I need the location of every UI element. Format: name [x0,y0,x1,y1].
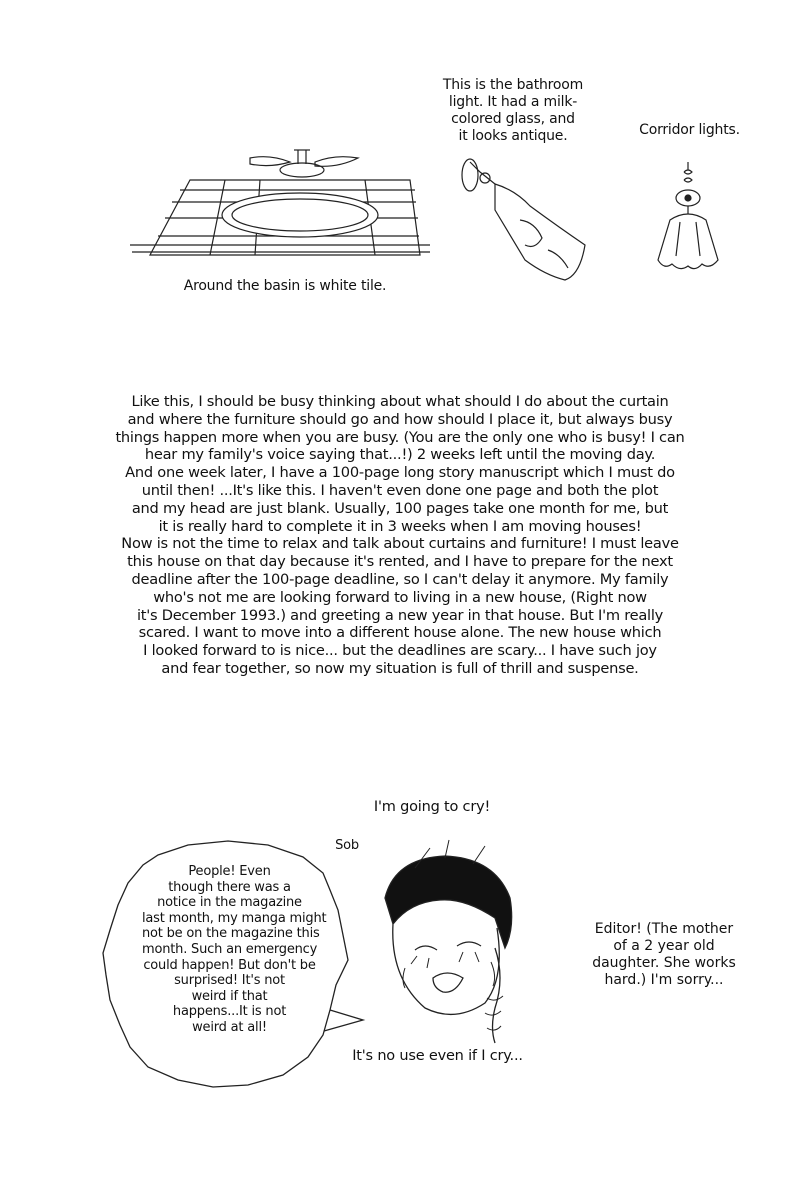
bubble-text-line: though there was a [168,879,291,895]
bubble-text-line: last month, my manga might [142,910,327,926]
main-text-line: it's December 1993.) and greeting a new year in that house. But I'm really [136,606,664,624]
bubble-text-line: weird if that [191,988,268,1004]
bathroom-light-caption: This is the bathroom light. It had a milk- colored glass, and it looks antique. [442,77,584,144]
bubble-text-line: weird at all! [192,1019,267,1035]
crying-girl-sketch [345,838,545,1058]
main-text-line: I looked forward to is nice... but the deadlines are scary... I have such joy [143,642,657,660]
main-text-line: this house on that day because it's rented, and I have to prepare for the next [127,553,673,571]
cry-bottom-caption: It's no use even if I cry... [352,1048,523,1064]
main-text-line: And one week later, I have a 100-page long story manuscript which I must do [125,464,675,482]
main-text-line: until then! ...It's like this. I haven't even done one page and both the plot [141,481,659,499]
speech-bubble-text [142,864,327,1036]
main-text-line: and fear together, so now my situation is full of thrill and suspense. [161,659,639,677]
main-text-line: Like this, I should be busy thinking about what should I do about the curtain [131,393,669,410]
main-text-line: deadline after the 100-page deadline, so I can't delay it anymore. My family [131,570,669,588]
main-text-line: hear my family's voice saying that...!) 2 weeks left until the moving day. [144,446,656,464]
bubble-text-line: notice in the magazine [157,895,302,911]
main-text-line: scared. I want to move into a different house alone. The new house which [138,624,662,642]
main-text-line: who's not me are looking forward to living in a new house, (Right now [153,588,647,606]
bubble-text-line: surprised! It's not [174,973,285,989]
main-text-line: Now is not the time to relax and talk about curtains and furniture! I must leave [121,535,679,553]
main-text-block [60,393,740,678]
editor-note-line: Editor! (The mother [594,921,734,937]
bubble-text-line: could happen! But don't be [143,957,316,973]
main-text-line: it is really hard to complete it in 3 weeks when I am moving houses! [158,517,642,535]
sob-sfx: Sob [335,838,359,853]
corridor-lamp-sketch [640,160,740,280]
editor-note-line: of a 2 year old [613,938,715,954]
bubble-text-line: month. Such an emergency [142,941,318,957]
editor-note [578,921,750,989]
bubble-text-line: happens...It is not [172,1004,287,1020]
bathroom-lamp-sketch [450,150,600,290]
cry-top-caption: I'm going to cry! [373,799,491,815]
bubble-text-line: People! Even [188,864,271,879]
main-text-line: and where the furniture should go and how should I place it, but always busy [127,410,673,428]
bubble-text-line: not be on the magazine this [142,926,320,942]
main-text-line: and my head are just blank. Usually, 100 pages take one month for me, but [131,499,669,517]
corridor-lights-caption: Corridor lights. [639,122,740,138]
editor-note-line: hard.) I'm sorry... [604,972,724,988]
editor-note-line: daughter. She works [592,955,736,971]
basin-tile-caption: Around the basin is white tile. [183,278,387,294]
basin-sketch [110,140,430,270]
main-text-line: things happen more when you are busy. (You are the only one who is busy! I can [115,428,685,446]
